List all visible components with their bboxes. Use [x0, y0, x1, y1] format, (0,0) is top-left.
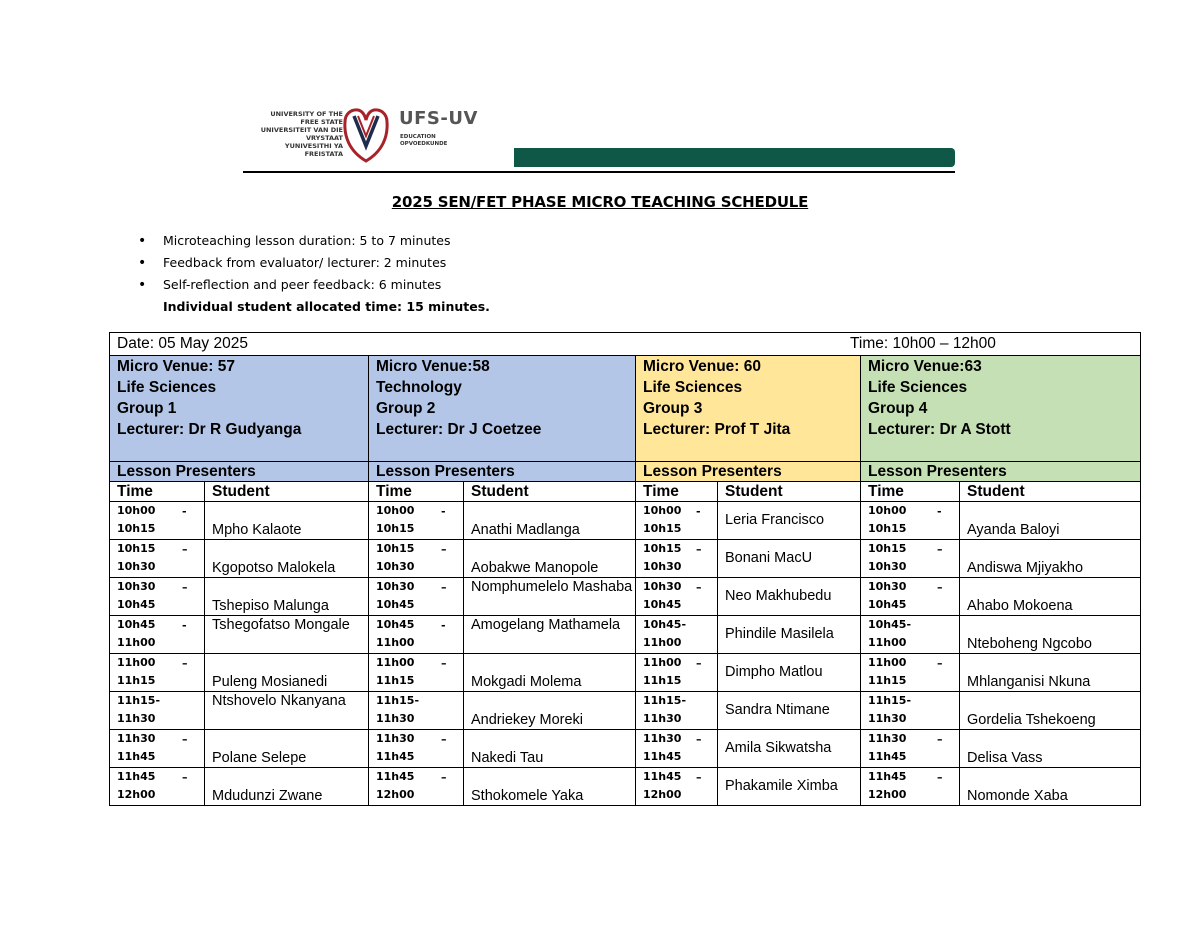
lesson-presenters-row	[110, 462, 1141, 482]
slot-separator: –	[182, 657, 188, 670]
group-label: Group 4	[868, 400, 928, 417]
column-header-student: Student	[960, 482, 1141, 502]
slot-time	[636, 578, 718, 616]
slot-start: 10h45	[117, 618, 156, 631]
slot-student	[464, 540, 636, 578]
slot-time	[110, 540, 205, 578]
student-name: Ahabo Mokoena	[967, 598, 1073, 614]
slot-start: 11h45	[117, 770, 156, 783]
slot-separator: –	[937, 657, 943, 670]
slot-student	[464, 654, 636, 692]
slot-separator: –	[937, 581, 943, 594]
student-name: Ayanda Baloyi	[967, 522, 1060, 538]
column-header-time: Time	[110, 482, 205, 502]
venue-label: Micro Venue:63	[868, 358, 982, 375]
slot-separator: -	[441, 619, 446, 632]
slot-start: 10h45	[376, 618, 415, 631]
slot-separator: –	[441, 733, 447, 746]
slot-end: 10h15	[868, 522, 907, 535]
slot-separator: –	[937, 733, 943, 746]
university-line: YUNIVESITHI YA	[284, 142, 343, 150]
venue-group-2	[369, 356, 636, 462]
student-name: Kgopotso Malokela	[212, 560, 336, 576]
column-header-student: Student	[205, 482, 369, 502]
slot-end: 10h15	[117, 522, 156, 535]
subject-label: Life Sciences	[868, 379, 968, 396]
slot-time	[861, 616, 960, 654]
faculty-line: OPVOEDKUNDE	[400, 141, 448, 147]
slot-start: 11h15-	[376, 694, 420, 707]
student-name: Nomonde Xaba	[967, 788, 1068, 804]
slot-separator: -	[182, 505, 187, 518]
student-name: Polane Selepe	[212, 750, 307, 766]
student-name: Amila Sikwatsha	[725, 740, 832, 756]
student-name: Andriekey Moreki	[471, 712, 584, 728]
slot-student	[205, 578, 369, 616]
subject-label: Technology	[376, 379, 462, 396]
university-line: FREISTATA	[304, 150, 343, 158]
slot-start: 11h45	[376, 770, 415, 783]
student-name: Mpho Kalaote	[212, 522, 302, 538]
university-name	[253, 110, 343, 158]
slot-time	[369, 578, 464, 616]
slot-end: 11h15	[643, 674, 682, 687]
student-name: Ntshovelo Nkanyana	[212, 693, 346, 709]
slot-rows	[110, 502, 1141, 806]
slot-end: 11h45	[643, 750, 682, 763]
venue-group-1	[110, 356, 369, 462]
slot-start: 11h30	[643, 732, 682, 745]
column-header-row	[110, 482, 1141, 502]
header-color-bar	[514, 148, 955, 167]
slot-separator: –	[696, 733, 702, 746]
student-name: Nakedi Tau	[471, 750, 544, 766]
slot-time	[110, 730, 205, 768]
slot-time	[636, 616, 718, 654]
slot-student	[960, 502, 1141, 540]
slot-time	[861, 730, 960, 768]
student-name: Mhlanganisi Nkuna	[967, 674, 1091, 690]
slot-separator: –	[182, 771, 188, 784]
slot-student	[960, 616, 1141, 654]
table-row	[110, 578, 1141, 616]
slot-start: 11h00	[117, 656, 156, 669]
slot-student	[718, 502, 861, 540]
slot-end: 10h30	[117, 560, 156, 573]
slot-start: 10h00	[117, 504, 156, 517]
table-row	[110, 730, 1141, 768]
slot-time	[636, 540, 718, 578]
brand-name: UFS-UV	[399, 108, 478, 129]
group-label: Group 1	[117, 400, 177, 417]
slot-student	[205, 654, 369, 692]
slot-time	[369, 730, 464, 768]
university-line: VRYSTAAT	[306, 134, 343, 142]
venue-label: Micro Venue:58	[376, 358, 490, 375]
slot-start: 10h00	[868, 504, 907, 517]
slot-time	[636, 768, 718, 806]
subject-label: Life Sciences	[643, 379, 743, 396]
slot-end: 11h30	[117, 712, 156, 725]
slot-start: 10h15	[376, 542, 415, 555]
slot-student	[718, 616, 861, 654]
slot-end: 11h15	[868, 674, 907, 687]
slot-student	[205, 502, 369, 540]
student-name: Mdudunzi Zwane	[212, 788, 323, 804]
student-name: Bonani MacU	[725, 550, 813, 566]
column-header-time: Time	[369, 482, 464, 502]
slot-start: 11h00	[643, 656, 682, 669]
slot-separator: –	[696, 581, 702, 594]
slot-start: 10h30	[117, 580, 156, 593]
slot-end: 11h45	[117, 750, 156, 763]
slot-student	[464, 692, 636, 730]
slot-end: 11h15	[376, 674, 415, 687]
slot-time	[636, 730, 718, 768]
slot-student	[960, 692, 1141, 730]
university-line: UNIVERSITY OF THE	[270, 110, 343, 118]
slot-student	[960, 540, 1141, 578]
slot-end: 11h00	[117, 636, 156, 649]
info-list	[138, 233, 490, 315]
venue-row	[110, 356, 1141, 462]
slot-start: 10h45-	[868, 618, 912, 631]
slot-end: 11h15	[117, 674, 156, 687]
student-name: Amogelang Mathamela	[471, 617, 621, 633]
slot-end: 10h45	[376, 598, 415, 611]
student-name: Aobakwe Manopole	[471, 560, 599, 576]
slot-time	[636, 502, 718, 540]
slot-time	[369, 654, 464, 692]
slot-start: 10h30	[643, 580, 682, 593]
slot-student	[718, 578, 861, 616]
slot-time	[861, 502, 960, 540]
slot-separator: –	[182, 733, 188, 746]
slot-separator: -	[441, 505, 446, 518]
slot-end: 12h00	[868, 788, 907, 801]
slot-time	[636, 654, 718, 692]
slot-separator: –	[696, 771, 702, 784]
slot-end: 12h00	[117, 788, 156, 801]
date-row	[110, 333, 1141, 356]
slot-end: 10h30	[643, 560, 682, 573]
column-header-student: Student	[718, 482, 861, 502]
slot-student	[718, 540, 861, 578]
venue-label: Micro Venue: 60	[643, 358, 762, 375]
slot-student	[205, 616, 369, 654]
slot-time	[110, 654, 205, 692]
student-name: Tshegofatso Mongale	[212, 617, 350, 633]
slot-student	[718, 654, 861, 692]
slot-end: 10h15	[376, 522, 415, 535]
slot-time	[861, 654, 960, 692]
university-line: UNIVERSITEIT VAN DIE	[260, 126, 343, 134]
slot-start: 11h00	[376, 656, 415, 669]
student-name: Sthokomele Yaka	[471, 788, 584, 804]
info-item-feedback: • Feedback from evaluator/ lecturer: 2 minutes	[138, 255, 490, 277]
slot-start: 10h30	[376, 580, 415, 593]
slot-separator: -	[937, 505, 942, 518]
slot-time	[110, 616, 205, 654]
student-name: Mokgadi Molema	[471, 674, 582, 690]
slot-start: 11h15-	[868, 694, 912, 707]
slot-end: 10h45	[117, 598, 156, 611]
slot-end: 10h30	[868, 560, 907, 573]
slot-student	[205, 768, 369, 806]
slot-student	[960, 654, 1141, 692]
slot-end: 10h45	[868, 598, 907, 611]
student-name: Puleng Mosianedi	[212, 674, 328, 690]
slot-end: 11h45	[376, 750, 415, 763]
lesson-presenters-label: Lesson Presenters	[369, 462, 636, 482]
faculty-line: EDUCATION	[400, 134, 436, 140]
table-row	[110, 692, 1141, 730]
header-rule	[243, 171, 955, 173]
info-item-duration: • Microteaching lesson duration: 5 to 7 minutes	[138, 233, 490, 255]
slot-start: 10h15	[868, 542, 907, 555]
slot-separator: –	[441, 771, 447, 784]
student-name: Dimpho Matlou	[725, 664, 823, 680]
lecturer-label: Lecturer: Dr R Gudyanga	[117, 421, 302, 438]
slot-separator: –	[696, 657, 702, 670]
allocated-time-note: Individual student allocated time: 15 minutes.	[163, 299, 490, 314]
student-name: Sandra Ntimane	[725, 702, 830, 718]
student-name: Leria Francisco	[725, 512, 825, 528]
schedule-table	[109, 332, 1141, 806]
venue-label: Micro Venue: 57	[117, 358, 236, 375]
slot-separator: –	[937, 543, 943, 556]
student-name: Andiswa Mjiyakho	[967, 560, 1084, 576]
lecturer-label: Lecturer: Dr J Coetzee	[376, 421, 542, 438]
slot-start: 11h15-	[643, 694, 687, 707]
slot-start: 11h45	[868, 770, 907, 783]
slot-start: 10h15	[117, 542, 156, 555]
student-name: Nteboheng Ngcobo	[967, 636, 1092, 652]
table-row	[110, 654, 1141, 692]
page-title: 2025 SEN/FET PHASE MICRO TEACHING SCHEDULE	[391, 193, 809, 211]
slot-separator: –	[696, 543, 702, 556]
slot-start: 11h30	[376, 732, 415, 745]
venue-group-4	[861, 356, 1141, 462]
slot-time	[861, 540, 960, 578]
lecturer-label: Lecturer: Prof T Jita	[643, 421, 791, 438]
student-name: Gordelia Tshekoeng	[967, 712, 1096, 728]
table-row	[110, 502, 1141, 540]
slot-time	[636, 692, 718, 730]
slot-end: 11h30	[376, 712, 415, 725]
slot-student	[205, 730, 369, 768]
table-row	[110, 540, 1141, 578]
slot-student	[205, 540, 369, 578]
slot-student	[464, 502, 636, 540]
slot-end: 12h00	[376, 788, 415, 801]
slot-separator: –	[182, 543, 188, 556]
slot-start: 10h00	[376, 504, 415, 517]
student-name: Neo Makhubedu	[725, 588, 832, 604]
slot-student	[464, 616, 636, 654]
slot-separator: –	[441, 543, 447, 556]
table-row	[110, 616, 1141, 654]
session-date: Date: 05 May 2025	[117, 335, 248, 352]
student-name: Nomphumelelo Mashaba	[471, 579, 633, 595]
slot-student	[718, 692, 861, 730]
university-line: FREE STATE	[300, 118, 343, 126]
venue-group-3	[636, 356, 861, 462]
slot-end: 11h00	[376, 636, 415, 649]
subject-label: Life Sciences	[117, 379, 217, 396]
slot-end: 10h15	[643, 522, 682, 535]
slot-separator: –	[441, 581, 447, 594]
slot-time	[110, 768, 205, 806]
slot-time	[861, 768, 960, 806]
slot-student	[464, 578, 636, 616]
slot-start: 11h00	[868, 656, 907, 669]
slot-time	[861, 578, 960, 616]
slot-time	[861, 692, 960, 730]
group-label: Group 2	[376, 400, 436, 417]
session-time: Time: 10h00 – 12h00	[850, 335, 996, 352]
ufs-logo	[243, 104, 955, 174]
slot-start: 10h30	[868, 580, 907, 593]
slot-student	[960, 730, 1141, 768]
slot-start: 10h15	[643, 542, 682, 555]
slot-start: 11h15-	[117, 694, 161, 707]
lesson-presenters-label: Lesson Presenters	[110, 462, 369, 482]
slot-start: 11h45	[643, 770, 682, 783]
slot-student	[464, 768, 636, 806]
slot-time	[110, 692, 205, 730]
slot-end: 11h00	[643, 636, 682, 649]
slot-start: 10h00	[643, 504, 682, 517]
faculty-name	[400, 134, 447, 148]
slot-end: 11h45	[868, 750, 907, 763]
slot-student	[464, 730, 636, 768]
date-time-cell	[110, 333, 1141, 356]
slot-separator: -	[696, 505, 701, 518]
ufs-seal-icon	[341, 106, 391, 164]
group-label: Group 3	[643, 400, 703, 417]
info-item-reflection: • Self-reflection and peer feedback: 6 minutes	[138, 277, 490, 299]
slot-time	[110, 502, 205, 540]
slot-student	[718, 768, 861, 806]
slot-start: 11h30	[117, 732, 156, 745]
column-header-time: Time	[636, 482, 718, 502]
slot-end: 12h00	[643, 788, 682, 801]
slot-end: 10h30	[376, 560, 415, 573]
student-name: Delisa Vass	[967, 750, 1043, 766]
slot-student	[960, 768, 1141, 806]
lesson-presenters-label: Lesson Presenters	[861, 462, 1141, 482]
slot-end: 11h00	[868, 636, 907, 649]
slot-start: 10h45-	[643, 618, 687, 631]
student-name: Phindile Masilela	[725, 626, 834, 642]
slot-separator: –	[182, 581, 188, 594]
lecturer-label: Lecturer: Dr A Stott	[868, 421, 1011, 438]
slot-separator: -	[182, 619, 187, 632]
student-name: Tshepiso Malunga	[212, 598, 329, 614]
slot-time	[369, 692, 464, 730]
student-name: Phakamile Ximba	[725, 778, 838, 794]
lesson-presenters-label: Lesson Presenters	[636, 462, 861, 482]
slot-time	[110, 578, 205, 616]
column-header-student: Student	[464, 482, 636, 502]
slot-student	[718, 730, 861, 768]
slot-time	[369, 502, 464, 540]
slot-time	[369, 768, 464, 806]
table-row	[110, 768, 1141, 806]
slot-end: 10h45	[643, 598, 682, 611]
slot-end: 11h30	[643, 712, 682, 725]
slot-student	[205, 692, 369, 730]
slot-separator: –	[441, 657, 447, 670]
column-header-time: Time	[861, 482, 960, 502]
slot-time	[369, 540, 464, 578]
slot-end: 11h30	[868, 712, 907, 725]
slot-student	[960, 578, 1141, 616]
student-name: Anathi Madlanga	[471, 522, 580, 538]
slot-start: 11h30	[868, 732, 907, 745]
slot-separator: –	[937, 771, 943, 784]
slot-time	[369, 616, 464, 654]
